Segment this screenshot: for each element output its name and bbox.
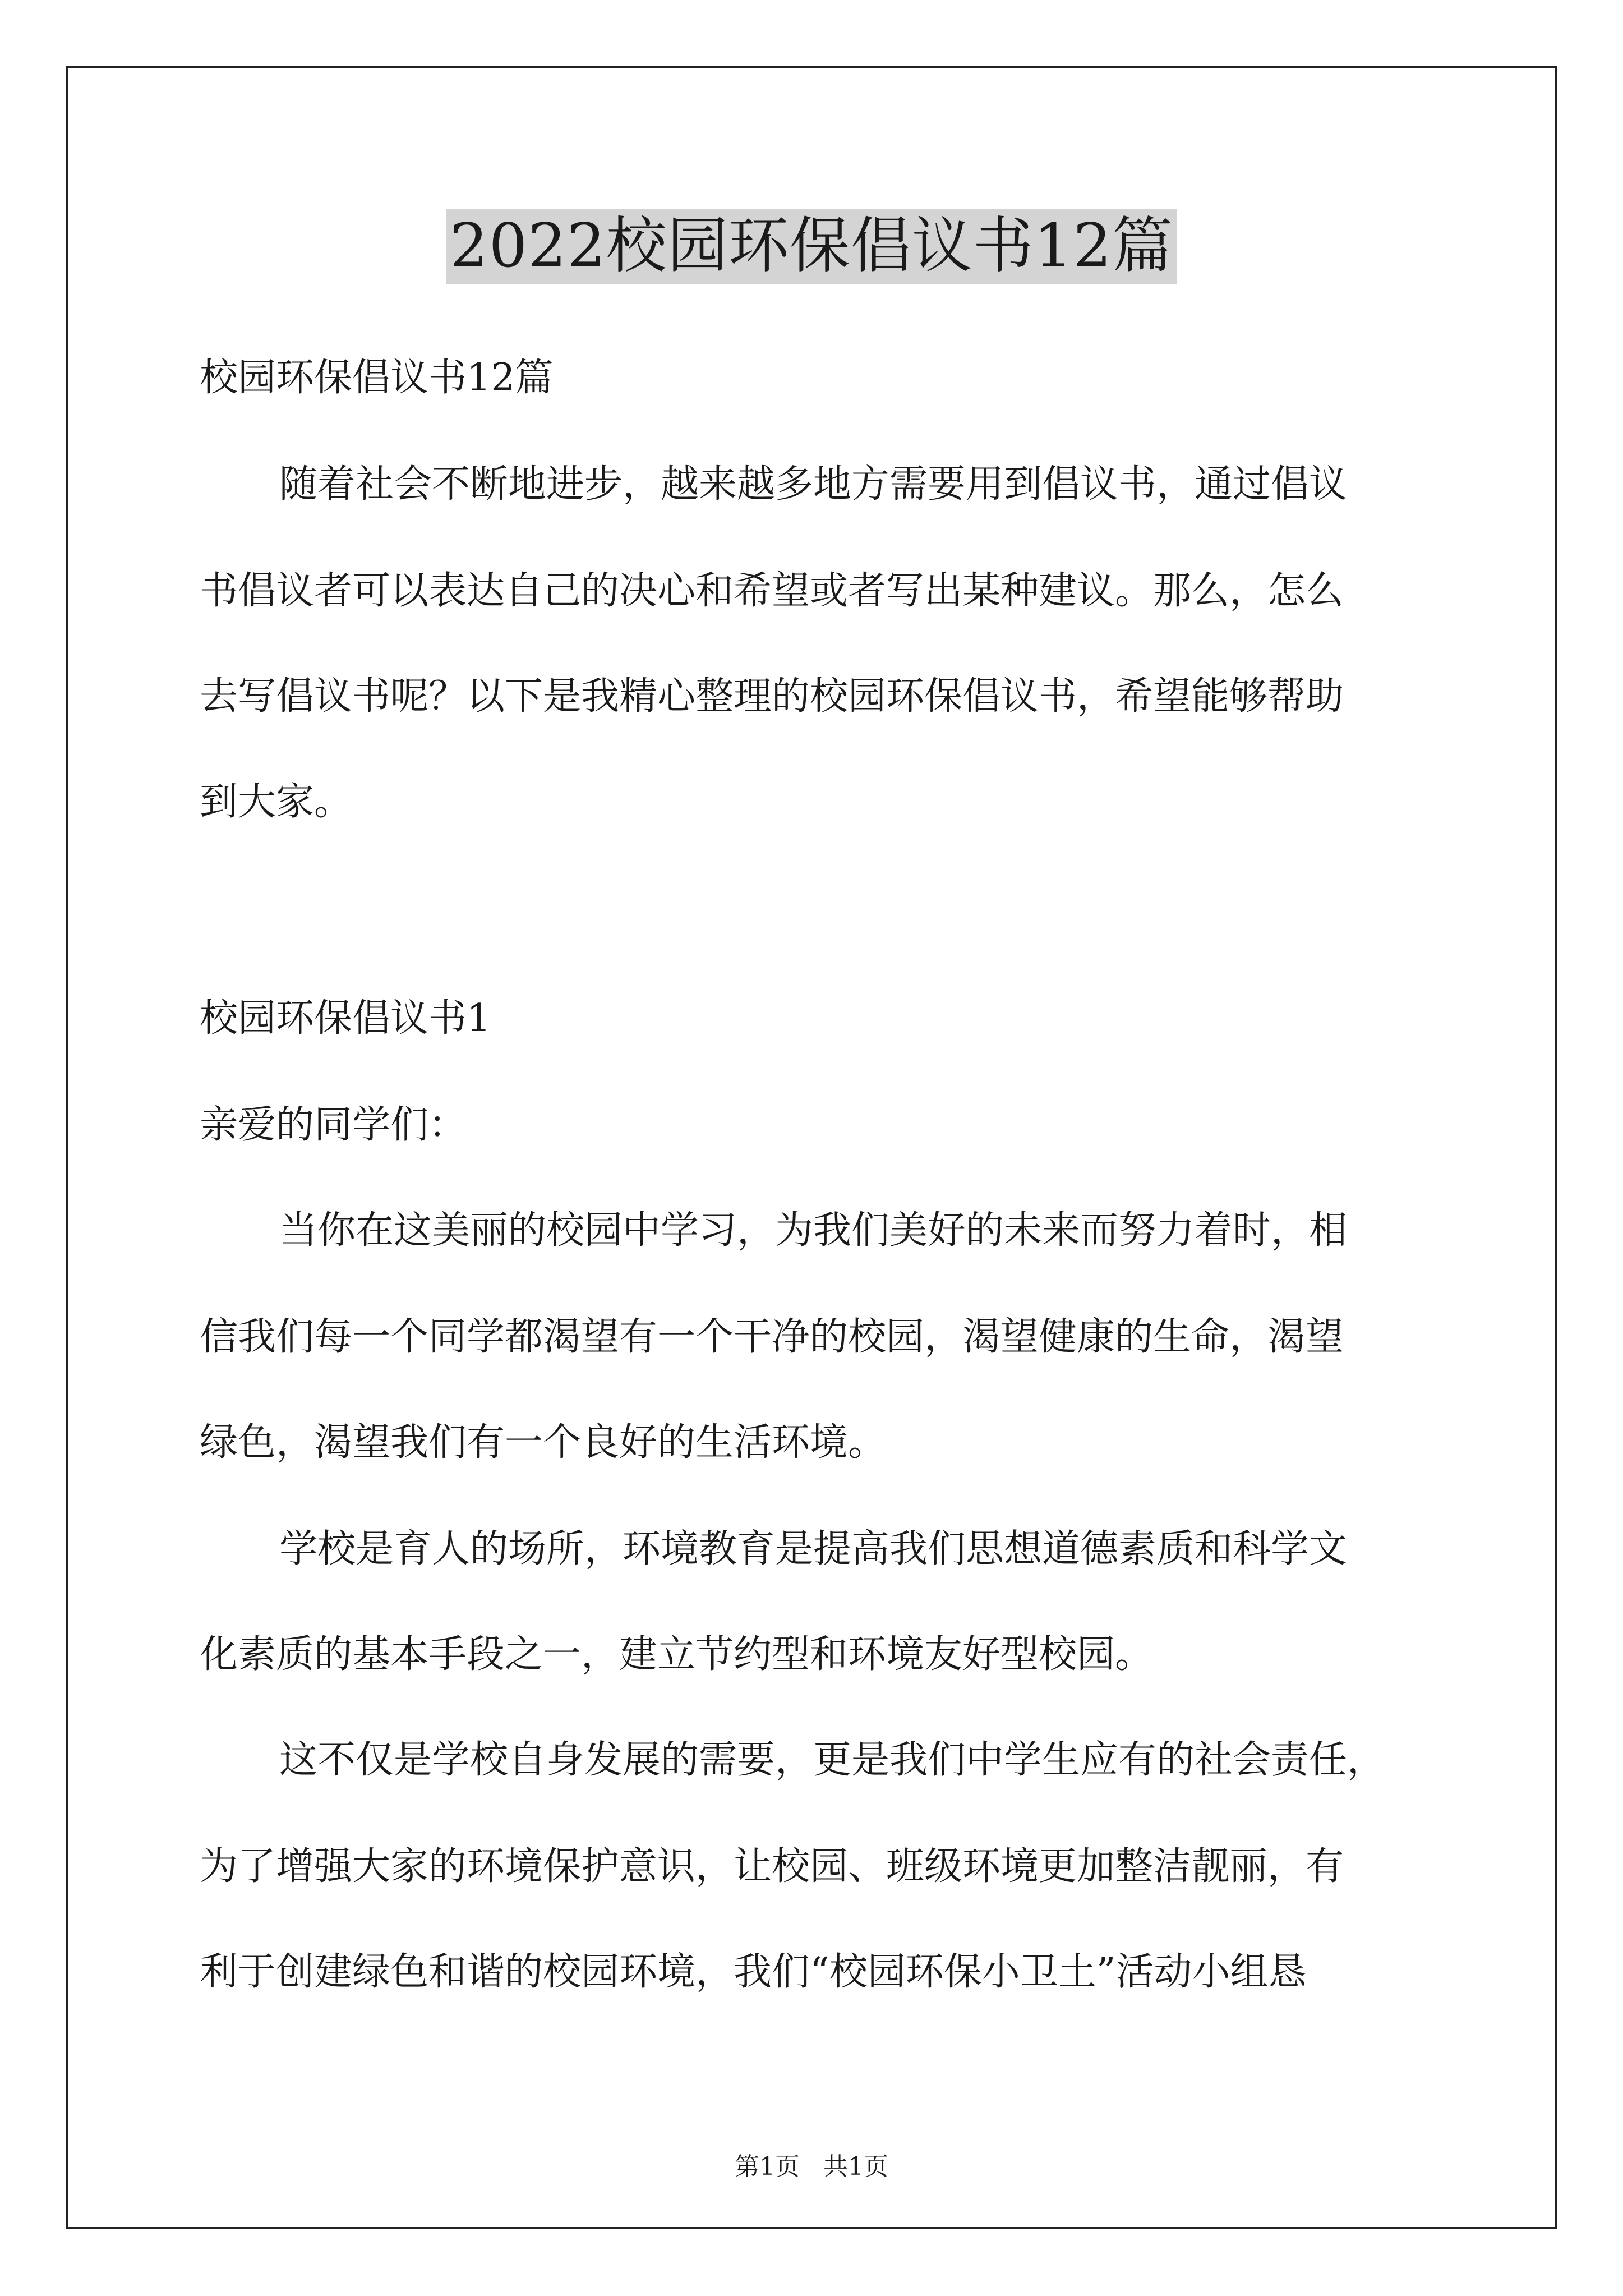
intro-line-2: 书倡议者可以表达自己的决心和希望或者写出某种建议。那么，怎么 bbox=[200, 569, 1344, 613]
intro-line-3: 去写倡议书呢？以下是我精心整理的校园环保倡议书，希望能够帮助 bbox=[200, 674, 1344, 719]
paragraph1-line-2: 信我们每一个同学都渴望有一个干净的校园，渴望健康的生命，渴望 bbox=[200, 1315, 1344, 1359]
paragraph3-line-1: 这不仅是学校自身发展的需要，更是我们中学生应有的社会责任， bbox=[279, 1738, 1386, 1782]
paragraph3-line-2: 为了增强大家的环境保护意识，让校园、班级环境更加整洁靓丽，有 bbox=[200, 1844, 1344, 1889]
paragraph1-line-3: 绿色，渴望我们有一个良好的生活环境。 bbox=[200, 1420, 887, 1465]
salutation: 亲爱的同学们： bbox=[200, 1103, 467, 1147]
page-total: 共1页 bbox=[823, 2152, 888, 2181]
title-container bbox=[0, 209, 1623, 284]
document-title: 2022校园环保倡议书12篇 bbox=[446, 209, 1177, 284]
paragraph2-line-1: 学校是育人的场所，环境教育是提高我们思想道德素质和科学文 bbox=[279, 1527, 1348, 1571]
section-heading: 校园环保倡议书1 bbox=[200, 996, 491, 1041]
page-number: 第1页 bbox=[735, 2152, 800, 2181]
document-subtitle: 校园环保倡议书12篇 bbox=[200, 356, 554, 400]
intro-line-1: 随着社会不断地进步，越来越多地方需要用到倡议书，通过倡议 bbox=[279, 462, 1348, 507]
paragraph1-line-1: 当你在这美丽的校园中学习，为我们美好的未来而努力着时，相 bbox=[279, 1208, 1348, 1253]
page-footer bbox=[0, 2151, 1623, 2183]
paragraph3-line-3: 利于创建绿色和谐的校园环境，我们“校园环保小卫土”活动小组恳 bbox=[200, 1950, 1307, 1994]
intro-line-4: 到大家。 bbox=[200, 780, 353, 824]
paragraph2-line-2: 化素质的基本手段之一，建立节约型和环境友好型校园。 bbox=[200, 1632, 1154, 1677]
